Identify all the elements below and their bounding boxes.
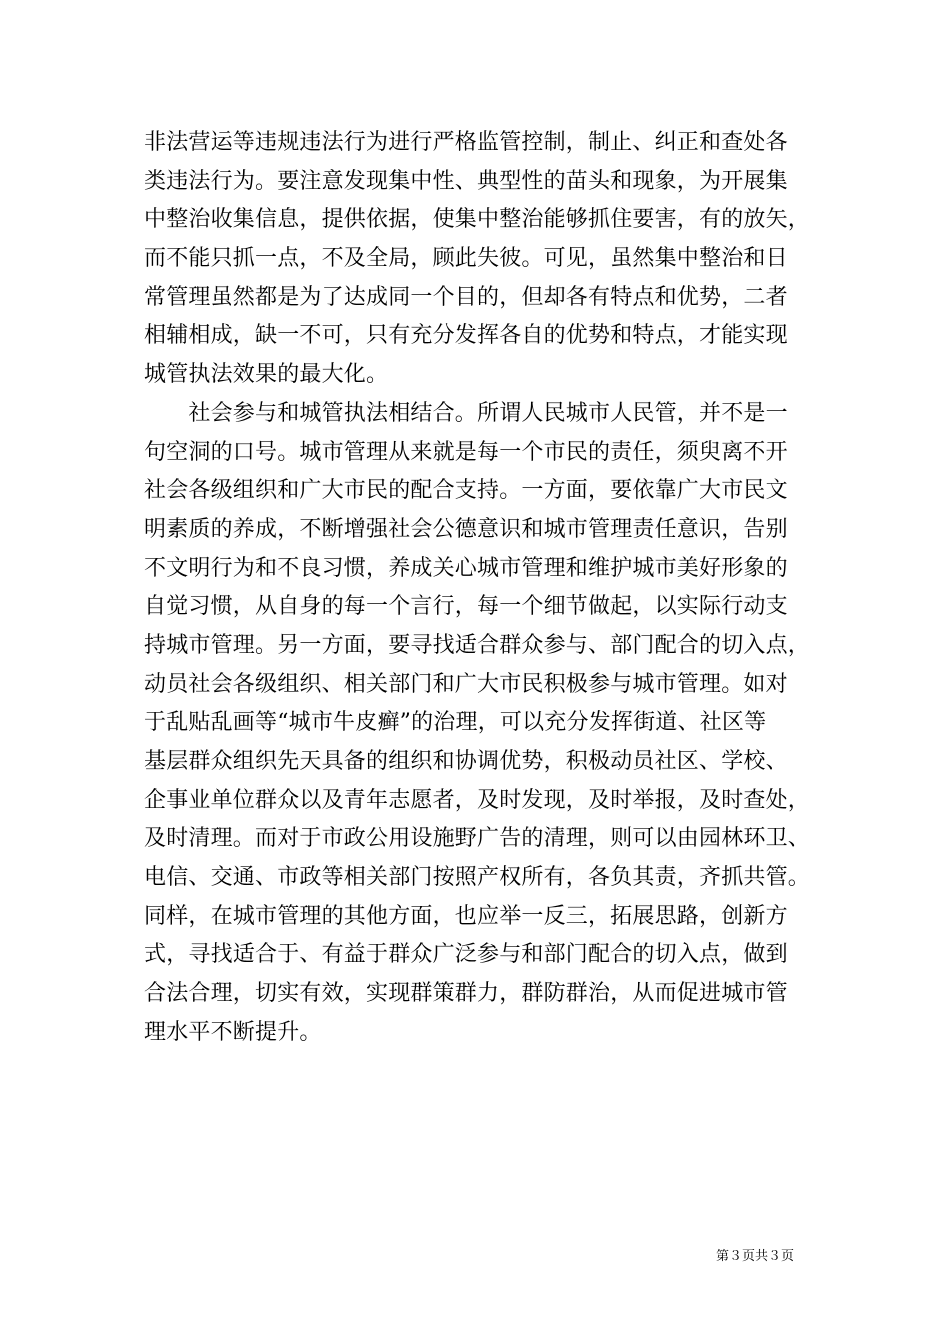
text-line: 而不能只抓一点，不及全局，顾此失彼。可见，虽然集中整治和日 <box>144 246 788 272</box>
text-line: 社会参与和城管执法相结合。所谓人民城市人民管，并不是一 <box>144 400 788 426</box>
text-line: 式，寻找适合于、有益于群众广泛参与和部门配合的切入点，做到 <box>144 942 788 968</box>
text-line: 类违法行为。要注意发现集中性、典型性的苗头和现象，为开展集 <box>144 168 788 194</box>
text-line: 社会各级组织和广大市民的配合支持。一方面，要依靠广大市民文 <box>144 478 788 504</box>
text-line: 相辅相成，缺一不可，只有充分发挥各自的优势和特点，才能实现 <box>144 323 788 349</box>
text-line: 电信、交通、市政等相关部门按照产权所有，各负其责，齐抓共管。 <box>144 865 811 891</box>
text-line: 持城市管理。另一方面，要寻找适合群众参与、部门配合的切入点， <box>144 632 811 658</box>
text-line: 企事业单位群众以及青年志愿者，及时发现，及时举报，及时查处， <box>144 787 811 813</box>
text-line: 动员社会各级组织、相关部门和广大市民积极参与城市管理。如对 <box>144 671 788 697</box>
text-line: 城管执法效果的最大化。 <box>144 362 389 388</box>
text-line: 理水平不断提升。 <box>144 1019 322 1045</box>
text-line: 及时清理。而对于市政公用设施野广告的清理，则可以由园林环卫、 <box>144 826 811 852</box>
text-line: 于乱贴乱画等“城市牛皮癣”的治理，可以充分发挥街道、社区等 <box>144 710 767 736</box>
text-line: 基层群众组织先天具备的组织和协调优势，积极动员社区、学校、 <box>144 749 788 774</box>
text-line: 常管理虽然都是为了达成同一个目的，但却各有特点和优势，二者 <box>144 284 788 310</box>
text-line: 明素质的养成，不断增强社会公德意识和城市管理责任意识，告别 <box>144 516 788 542</box>
text-line: 句空洞的口号。城市管理从来就是每一个市民的责任，须臾离不开 <box>144 439 788 465</box>
paragraph-social-participation <box>144 395 810 1053</box>
paragraph-continued <box>144 124 810 395</box>
text-line: 同样，在城市管理的其他方面，也应举一反三，拓展思路，创新方 <box>144 903 788 929</box>
body-text <box>144 124 810 1053</box>
text-line: 合法合理，切实有效，实现群策群力，群防群治，从而促进城市管 <box>144 981 788 1007</box>
text-line: 不文明行为和不良习惯，养成关心城市管理和维护城市美好形象的 <box>144 555 788 581</box>
text-line: 非法营运等违规违法行为进行严格监管控制，制止、纠正和查处各 <box>144 130 788 155</box>
text-line: 中整治收集信息，提供依据，使集中整治能够抓住要害，有的放矢， <box>144 207 811 233</box>
page-number-footer: 第３页共３页 <box>716 1249 795 1264</box>
text-line: 自觉习惯，从自身的每一个言行，每一个细节做起，以实际行动支 <box>144 594 788 620</box>
